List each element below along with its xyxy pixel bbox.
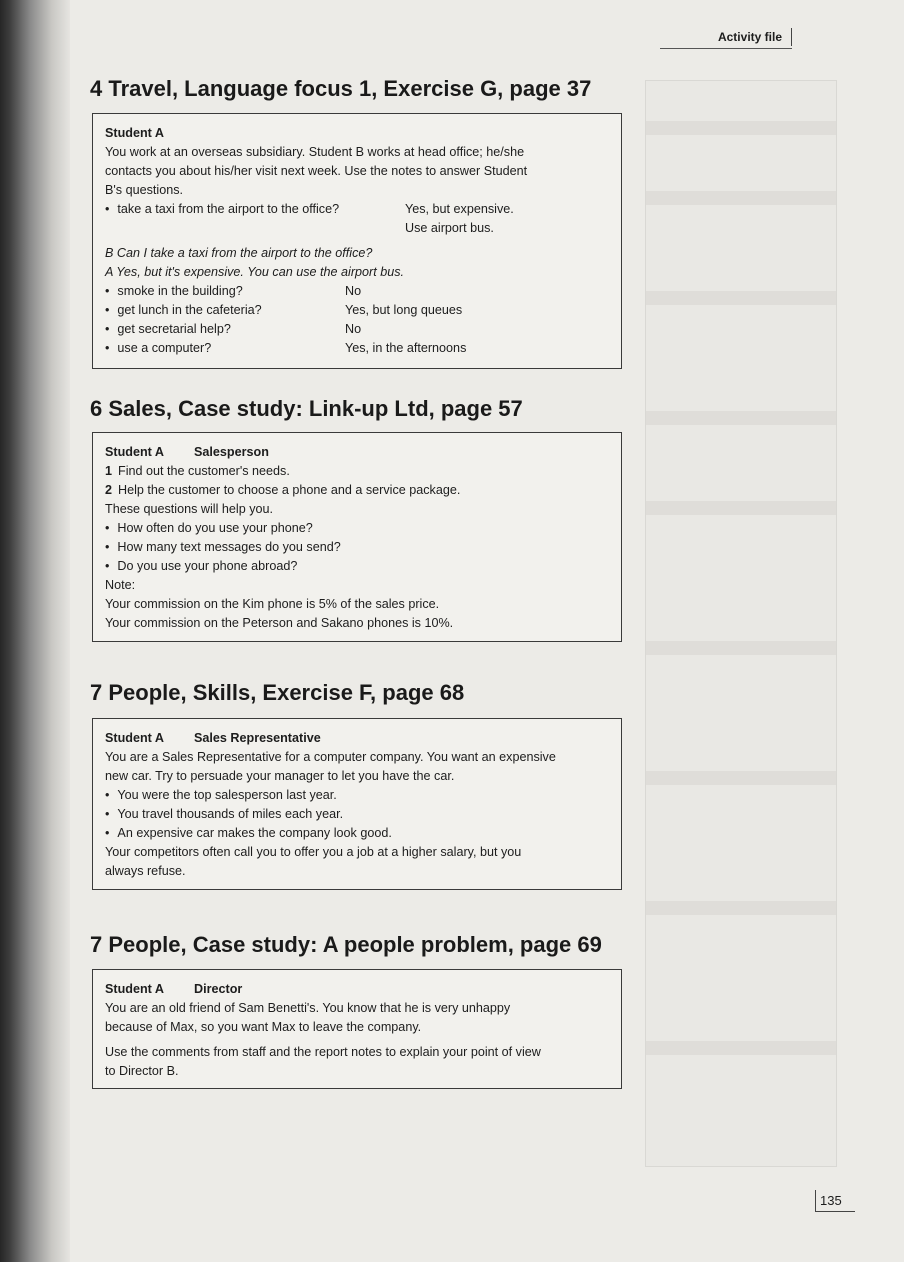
step: 1 Find out the customer's needs. <box>105 464 290 478</box>
student-label: Student A <box>105 982 164 996</box>
point: • You travel thousands of miles each year. <box>105 805 613 824</box>
question-row <box>105 320 613 339</box>
example-answer-2: Use airport bus. <box>405 221 494 235</box>
answer: Yes, in the afternoons <box>345 341 467 355</box>
intro-line: You are a Sales Representative for a computer company. You want an expensive <box>105 750 556 764</box>
question-row <box>105 301 613 320</box>
example-question: • take a taxi from the airport to the office? <box>105 200 405 219</box>
answer: No <box>345 284 362 298</box>
activity-box-sales <box>92 432 622 642</box>
note-label: Note: <box>105 578 136 592</box>
outro-line: always refuse. <box>105 864 186 878</box>
intro-line: new car. Try to persuade your manager to let you have the car. <box>105 769 455 783</box>
question: • Do you use your phone abroad? <box>105 557 613 576</box>
para-line: to Director B. <box>105 1064 179 1078</box>
section-title-sales: 6 Sales, Case study: Link-up Ltd, page 57 <box>90 396 523 421</box>
intro-line: B's questions. <box>105 183 184 197</box>
question: • use a computer? <box>105 339 345 358</box>
para-line: Use the comments from staff and the report notes to explain your point of view <box>105 1045 541 1059</box>
question: • get lunch in the cafeteria? <box>105 301 345 320</box>
page-header <box>660 26 792 49</box>
question: • get secretarial help? <box>105 320 345 339</box>
section-title-case-study: 7 People, Case study: A people problem, page 69 <box>90 932 602 957</box>
activity-box-skills <box>92 718 622 890</box>
page-number: 135 <box>815 1190 855 1212</box>
para-line: You are an old friend of Sam Benetti's. You know that he is very unhappy <box>105 1001 511 1015</box>
student-label: Student A <box>105 731 164 745</box>
header-title: Activity file <box>717 30 782 44</box>
para-line: because of Max, so you want Max to leave the company. <box>105 1020 422 1034</box>
book-binding-shadow <box>0 0 70 1262</box>
intro-line: contacts you about his/her visit next week. Use the notes to answer Student <box>105 164 528 178</box>
questions-intro: These questions will help you. <box>105 502 274 516</box>
dialogue-a: A Yes, but it's expensive. You can use the airport bus. <box>105 265 405 279</box>
activity-box-travel <box>92 113 622 369</box>
question: • How often do you use your phone? <box>105 519 613 538</box>
role-label: Sales Representative <box>194 731 321 745</box>
intro-line: You work at an overseas subsidiary. Student B works at head office; he/she <box>105 145 525 159</box>
role-label: Director <box>194 982 243 996</box>
student-label: Student A <box>105 126 164 140</box>
note-line: Your commission on the Kim phone is 5% of the sales price. <box>105 597 440 611</box>
question: • How many text messages do you send? <box>105 538 613 557</box>
example-answer: Yes, but expensive. <box>405 202 514 216</box>
student-label: Student A <box>105 445 164 459</box>
header-divider <box>791 28 792 46</box>
bleed-through-background <box>645 80 837 1167</box>
outro-line: Your competitors often call you to offer you a job at a higher salary, but you <box>105 845 522 859</box>
question: • smoke in the building? <box>105 282 345 301</box>
point: • An expensive car makes the company look good. <box>105 824 613 843</box>
section-title-skills: 7 People, Skills, Exercise F, page 68 <box>90 680 465 705</box>
activity-box-case-study <box>92 969 622 1089</box>
dialogue-b: B Can I take a taxi from the airport to the office? <box>105 246 373 260</box>
point: • You were the top salesperson last year. <box>105 786 613 805</box>
note-line: Your commission on the Peterson and Sakano phones is 10%. <box>105 616 454 630</box>
question-row <box>105 282 613 301</box>
role-label: Salesperson <box>194 445 269 459</box>
answer: Yes, but long queues <box>345 303 463 317</box>
section-title-travel: 4 Travel, Language focus 1, Exercise G, page 37 <box>90 76 592 101</box>
question-row <box>105 339 613 358</box>
example-row <box>105 200 613 219</box>
example-row-2 <box>105 219 613 238</box>
step: 2 Help the customer to choose a phone and a service package. <box>105 483 461 497</box>
answer: No <box>345 322 362 336</box>
